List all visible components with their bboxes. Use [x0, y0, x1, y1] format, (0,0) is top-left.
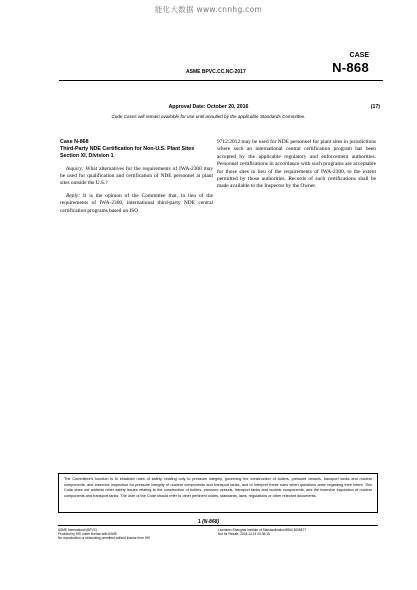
reply-paragraph — [60, 193, 213, 215]
licensee-line: Not for Resale, 2018-12-14 00:38:15 — [218, 532, 270, 537]
inquiry-label: Inquiry: — [66, 165, 84, 172]
case-title-line-1: Third-Party NDE Certification for Non-U.S. Plant Sites — [60, 146, 195, 153]
approval-date: Approval Date: October 20, 2016 — [168, 104, 249, 110]
page-number-value: 1 — [197, 519, 201, 525]
licensee-info — [218, 528, 306, 536]
reply-text: It is the opinion of the Committee that, in lieu of the requirements of IWA-2300, international third-party NDE central certification programs based on ISO — [60, 192, 213, 214]
case-number: N-868 — [332, 60, 369, 75]
reply-label: Reply: — [66, 192, 81, 199]
licensee-line: Licensee=Shanghai Institute of Standardization/5964 5009877 — [218, 528, 306, 532]
inquiry-paragraph — [60, 166, 213, 188]
publisher-line: Provided by IHS under license with ASME — [58, 532, 118, 537]
publisher-line: No reproduction or networking permitted without license from IHS — [58, 536, 151, 541]
footer-divider — [58, 525, 378, 526]
right-column — [217, 139, 376, 191]
availability-notice: Code Cases will remain available for use until annulled by the applicable Standards Committee. — [111, 114, 306, 119]
committee-notice-text: The Committee's function is to establish rules of safety, relating only to pressure integrity, governing the construction of boilers, pressure vessels, transport tanks and nuclear components, and inservice inspection for pressure integrity of nuclear components and transport tanks, and to interpret these rules when questions arise regarding their intent. This Code does not address other safety issues relating to the construction of boilers, pressure vessels, transport tanks and nuclear components, and the inservice inspection of nuclear components and transport tanks. The user of the Code should refer to other pertinent codes, standards, laws, regulations or other relevant documents. — [64, 477, 372, 498]
case-title-line-2: Section XI, Division 1 — [60, 153, 114, 160]
publisher-info — [58, 528, 150, 541]
committee-notice-box — [58, 473, 378, 513]
reply-continued: 9712:2012 may be used for NDE personnel for plant sites in jurisdictions where such an international central certification program has been accepted by the applicable regulatory and enforcement authorities. Personnel certifications in accordance with such programs are acceptable for those sites in lieu of the requirements of IWA-2300, to the extent permitted by those authorities. Records of such certifications shall be made available to the Inspector by the Owner. — [217, 139, 376, 190]
inquiry-text: What alternatives for the requirements of IWA-2300 may be used for qualification and certification of NDE personnel at plant sites outside the U.S.? — [60, 165, 213, 187]
left-column — [60, 139, 213, 215]
case-line: Case N-868 — [60, 139, 89, 145]
header-divider — [59, 80, 383, 81]
code-reference: ASME BPVC.CC.NC-2017 — [186, 69, 246, 75]
publisher-line: ASME International (BPVC) — [58, 528, 98, 532]
edition-mark: (17) — [370, 104, 380, 110]
watermark-text: 能化大数据 www.cnnhg.com — [154, 5, 263, 14]
page-case-ref: (N-868) — [202, 519, 220, 525]
case-label: CASE — [349, 52, 369, 59]
